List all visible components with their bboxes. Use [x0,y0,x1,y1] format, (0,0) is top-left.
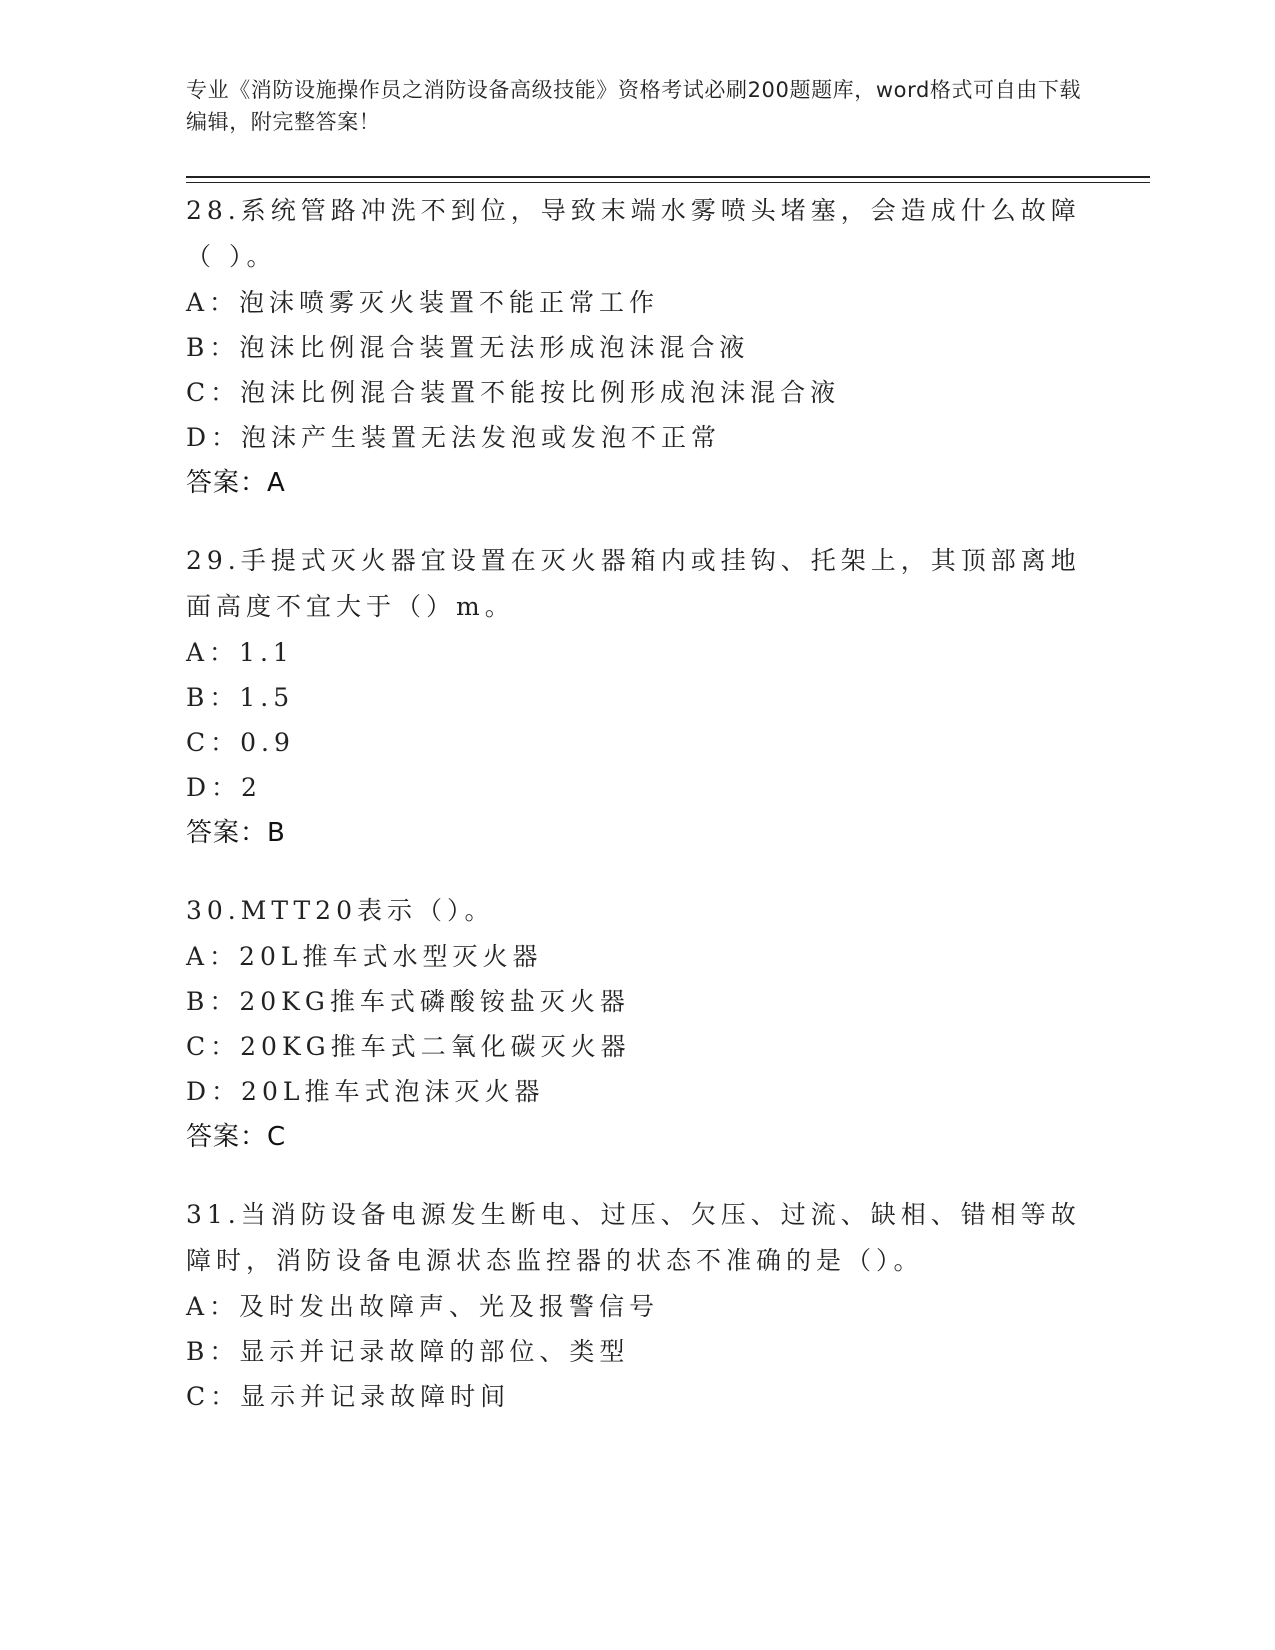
question-28 [186,188,1086,506]
question-list [186,188,1086,1451]
option-b: B：1.5 [186,683,295,712]
option-c: C：显示并记录故障时间 [186,1382,511,1411]
option-a: A：及时发出故障声、光及报警信号 [186,1292,660,1321]
question-text: 31.当消防设备电源发生断电、过压、欠压、过流、缺相、错相等故障时，消防设备电源状态监控器的状态不准确的是（）。 [186,1200,1081,1275]
document-header: 专业《消防设施操作员之消防设备高级技能》资格考试必刷200题题库，word格式可自由下载编辑，附完整答案！ [186,78,1082,134]
option-a: A：20L推车式水型灭火器 [186,942,543,971]
question-text: 28.系统管路冲洗不到位，导致末端水雾喷头堵塞，会造成什么故障（ ）。 [186,196,1081,271]
option-b: B：泡沫比例混合装置无法形成泡沫混合液 [186,333,750,362]
header-divider-thin [186,182,1150,183]
question-31 [186,1192,1086,1419]
option-c: C：0.9 [186,728,295,757]
question-29 [186,538,1086,856]
option-b: B：20KG推车式磷酸铵盐灭火器 [186,987,630,1016]
question-text: 30.MTT20表示（）。 [186,896,495,925]
option-d: D：泡沫产生装置无法发泡或发泡不正常 [186,423,722,452]
answer: 答案：A [186,468,286,498]
answer: 答案：B [186,818,286,848]
question-text: 29.手提式灭火器宜设置在灭火器箱内或挂钩、托架上，其顶部离地面高度不宜大于（）m。 [186,546,1081,621]
option-d: D：2 [186,773,262,802]
option-c: C：泡沫比例混合装置不能按比例形成泡沫混合液 [186,378,841,407]
option-a: A：泡沫喷雾灭火装置不能正常工作 [186,288,660,317]
option-d: D：20L推车式泡沫灭火器 [186,1077,545,1106]
option-c: C：20KG推车式二氧化碳灭火器 [186,1032,631,1061]
answer: 答案：C [186,1122,287,1152]
option-a: A：1.1 [186,638,294,667]
option-b: B：显示并记录故障的部位、类型 [186,1337,630,1366]
question-30 [186,888,1086,1160]
header-divider-thick [186,176,1150,178]
